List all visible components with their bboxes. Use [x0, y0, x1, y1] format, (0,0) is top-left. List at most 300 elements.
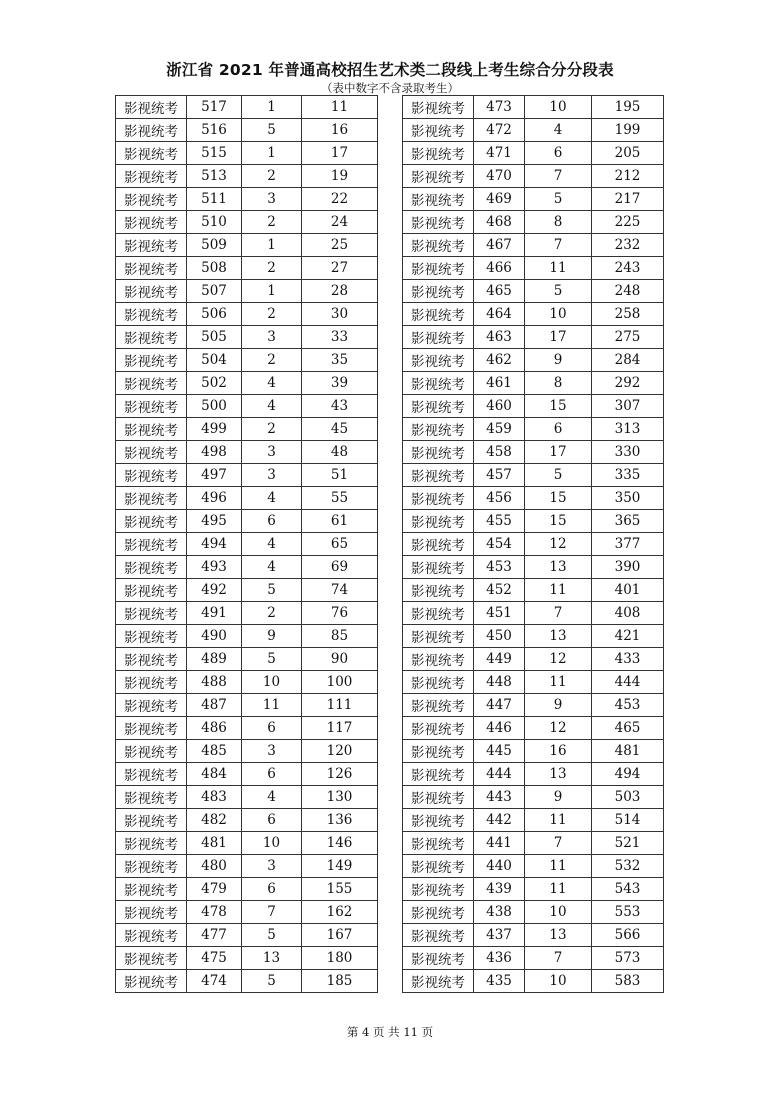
count-cell: 6 [525, 142, 592, 165]
count-cell: 3 [242, 464, 302, 487]
count-cell: 11 [525, 257, 592, 280]
score-cell: 446 [474, 717, 525, 740]
table-row [403, 602, 664, 625]
count-cell: 3 [242, 740, 302, 763]
table-row [403, 648, 664, 671]
table-row [116, 556, 378, 579]
cumulative-cell: 146 [302, 832, 378, 855]
category-cell: 影视统考 [116, 395, 187, 418]
cumulative-cell: 16 [302, 119, 378, 142]
count-cell: 7 [525, 602, 592, 625]
table-row [403, 579, 664, 602]
table-row [116, 418, 378, 441]
category-cell: 影视统考 [403, 556, 474, 579]
score-cell: 458 [474, 441, 525, 464]
score-cell: 451 [474, 602, 525, 625]
score-cell: 466 [474, 257, 525, 280]
table-row [403, 533, 664, 556]
cumulative-cell: 390 [592, 556, 664, 579]
table-row [116, 372, 378, 395]
table-row [116, 625, 378, 648]
page-subtitle: （表中数字不含录取考生） [321, 81, 459, 95]
category-cell: 影视统考 [116, 671, 187, 694]
category-cell: 影视统考 [116, 487, 187, 510]
category-cell: 影视统考 [116, 855, 187, 878]
category-cell: 影视统考 [403, 326, 474, 349]
count-cell: 1 [242, 142, 302, 165]
score-cell: 469 [474, 188, 525, 211]
cumulative-cell: 225 [592, 211, 664, 234]
table-row [403, 947, 664, 970]
cumulative-cell: 22 [302, 188, 378, 211]
count-cell: 10 [525, 901, 592, 924]
cumulative-cell: 401 [592, 579, 664, 602]
cumulative-cell: 232 [592, 234, 664, 257]
table-row [116, 878, 378, 901]
score-cell: 479 [187, 878, 242, 901]
score-cell: 499 [187, 418, 242, 441]
table-row [403, 188, 664, 211]
count-cell: 5 [242, 924, 302, 947]
table-row [403, 303, 664, 326]
score-cell: 474 [187, 970, 242, 993]
count-cell: 12 [525, 533, 592, 556]
count-cell: 6 [242, 878, 302, 901]
category-cell: 影视统考 [403, 119, 474, 142]
score-cell: 453 [474, 556, 525, 579]
score-cell: 482 [187, 809, 242, 832]
cumulative-cell: 17 [302, 142, 378, 165]
category-cell: 影视统考 [403, 740, 474, 763]
cumulative-cell: 433 [592, 648, 664, 671]
score-cell: 464 [474, 303, 525, 326]
score-cell: 472 [474, 119, 525, 142]
table-row [403, 96, 664, 119]
cumulative-cell: 120 [302, 740, 378, 763]
score-cell: 473 [474, 96, 525, 119]
score-cell: 463 [474, 326, 525, 349]
score-cell: 475 [187, 947, 242, 970]
cumulative-cell: 284 [592, 349, 664, 372]
category-cell: 影视统考 [116, 211, 187, 234]
score-cell: 455 [474, 510, 525, 533]
table-row [403, 234, 664, 257]
table-row [116, 441, 378, 464]
count-cell: 2 [242, 602, 302, 625]
score-cell: 489 [187, 648, 242, 671]
category-cell: 影视统考 [116, 234, 187, 257]
category-cell: 影视统考 [403, 832, 474, 855]
score-cell: 502 [187, 372, 242, 395]
category-cell: 影视统考 [116, 970, 187, 993]
cumulative-cell: 494 [592, 763, 664, 786]
category-cell: 影视统考 [403, 372, 474, 395]
count-cell: 3 [242, 441, 302, 464]
count-cell: 11 [525, 809, 592, 832]
count-cell: 5 [242, 579, 302, 602]
table-row [116, 142, 378, 165]
table-row [403, 878, 664, 901]
cumulative-cell: 149 [302, 855, 378, 878]
count-cell: 2 [242, 418, 302, 441]
table-row [403, 809, 664, 832]
score-cell: 467 [474, 234, 525, 257]
score-cell: 484 [187, 763, 242, 786]
category-cell: 影视统考 [116, 349, 187, 372]
count-cell: 13 [525, 924, 592, 947]
count-cell: 4 [242, 372, 302, 395]
cumulative-cell: 195 [592, 96, 664, 119]
cumulative-cell: 167 [302, 924, 378, 947]
count-cell: 11 [525, 671, 592, 694]
cumulative-cell: 205 [592, 142, 664, 165]
count-cell: 10 [242, 832, 302, 855]
cumulative-cell: 258 [592, 303, 664, 326]
table-row [116, 533, 378, 556]
table-row [403, 372, 664, 395]
count-cell: 7 [525, 234, 592, 257]
count-cell: 5 [242, 119, 302, 142]
table-row [403, 740, 664, 763]
category-cell: 影视统考 [116, 947, 187, 970]
category-cell: 影视统考 [403, 809, 474, 832]
count-cell: 3 [242, 326, 302, 349]
category-cell: 影视统考 [403, 441, 474, 464]
category-cell: 影视统考 [403, 855, 474, 878]
cumulative-cell: 126 [302, 763, 378, 786]
table-row [116, 901, 378, 924]
table-row [116, 671, 378, 694]
table-row [116, 188, 378, 211]
table-row [116, 809, 378, 832]
cumulative-cell: 444 [592, 671, 664, 694]
score-cell: 442 [474, 809, 525, 832]
count-cell: 6 [242, 510, 302, 533]
category-cell: 影视统考 [116, 901, 187, 924]
count-cell: 6 [242, 717, 302, 740]
cumulative-cell: 543 [592, 878, 664, 901]
category-cell: 影视统考 [403, 487, 474, 510]
score-cell: 460 [474, 395, 525, 418]
cumulative-cell: 377 [592, 533, 664, 556]
count-cell: 2 [242, 349, 302, 372]
score-cell: 457 [474, 464, 525, 487]
score-cell: 465 [474, 280, 525, 303]
cumulative-cell: 248 [592, 280, 664, 303]
cumulative-cell: 27 [302, 257, 378, 280]
cumulative-cell: 11 [302, 96, 378, 119]
score-cell: 511 [187, 188, 242, 211]
count-cell: 1 [242, 280, 302, 303]
cumulative-cell: 292 [592, 372, 664, 395]
table-row [403, 855, 664, 878]
score-cell: 441 [474, 832, 525, 855]
cumulative-cell: 130 [302, 786, 378, 809]
cumulative-cell: 408 [592, 602, 664, 625]
category-cell: 影视统考 [116, 280, 187, 303]
category-cell: 影视统考 [403, 165, 474, 188]
score-cell: 491 [187, 602, 242, 625]
count-cell: 2 [242, 211, 302, 234]
category-cell: 影视统考 [403, 96, 474, 119]
score-cell: 504 [187, 349, 242, 372]
table-row [116, 349, 378, 372]
category-cell: 影视统考 [116, 188, 187, 211]
category-cell: 影视统考 [403, 694, 474, 717]
table-row [403, 832, 664, 855]
table-row [116, 165, 378, 188]
category-cell: 影视统考 [116, 556, 187, 579]
count-cell: 5 [525, 188, 592, 211]
count-cell: 9 [242, 625, 302, 648]
count-cell: 5 [525, 280, 592, 303]
cumulative-cell: 553 [592, 901, 664, 924]
cumulative-cell: 243 [592, 257, 664, 280]
cumulative-cell: 573 [592, 947, 664, 970]
category-cell: 影视统考 [116, 579, 187, 602]
cumulative-cell: 55 [302, 487, 378, 510]
cumulative-cell: 85 [302, 625, 378, 648]
score-cell: 510 [187, 211, 242, 234]
category-cell: 影视统考 [403, 924, 474, 947]
count-cell: 17 [525, 441, 592, 464]
cumulative-cell: 19 [302, 165, 378, 188]
cumulative-cell: 503 [592, 786, 664, 809]
cumulative-cell: 421 [592, 625, 664, 648]
category-cell: 影视统考 [403, 901, 474, 924]
table-row [116, 303, 378, 326]
count-cell: 12 [525, 717, 592, 740]
count-cell: 8 [525, 372, 592, 395]
score-cell: 447 [474, 694, 525, 717]
score-cell: 487 [187, 694, 242, 717]
table-row [116, 648, 378, 671]
cumulative-cell: 61 [302, 510, 378, 533]
count-cell: 4 [242, 533, 302, 556]
category-cell: 影视统考 [403, 763, 474, 786]
table-row [403, 280, 664, 303]
category-cell: 影视统考 [116, 372, 187, 395]
category-cell: 影视统考 [403, 671, 474, 694]
category-cell: 影视统考 [116, 809, 187, 832]
category-cell: 影视统考 [403, 142, 474, 165]
cumulative-cell: 566 [592, 924, 664, 947]
score-cell: 494 [187, 533, 242, 556]
table-row [116, 924, 378, 947]
cumulative-cell: 39 [302, 372, 378, 395]
table-row [403, 763, 664, 786]
table-row [116, 740, 378, 763]
count-cell: 4 [242, 786, 302, 809]
count-cell: 7 [525, 947, 592, 970]
score-cell: 495 [187, 510, 242, 533]
score-cell: 449 [474, 648, 525, 671]
count-cell: 3 [242, 188, 302, 211]
category-cell: 影视统考 [116, 418, 187, 441]
category-cell: 影视统考 [116, 717, 187, 740]
cumulative-cell: 365 [592, 510, 664, 533]
table-row [116, 257, 378, 280]
table-row [403, 418, 664, 441]
cumulative-cell: 481 [592, 740, 664, 763]
page-title: 浙江省 2021 年普通高校招生艺术类二段线上考生综合分分段表 [166, 61, 614, 79]
cumulative-cell: 313 [592, 418, 664, 441]
table-row [403, 119, 664, 142]
table-row [403, 625, 664, 648]
cumulative-cell: 212 [592, 165, 664, 188]
count-cell: 9 [525, 786, 592, 809]
table-row [116, 510, 378, 533]
table-row [116, 487, 378, 510]
table-row [403, 717, 664, 740]
category-cell: 影视统考 [116, 510, 187, 533]
cumulative-cell: 48 [302, 441, 378, 464]
count-cell: 10 [242, 671, 302, 694]
count-cell: 13 [242, 947, 302, 970]
table-row [403, 395, 664, 418]
cumulative-cell: 583 [592, 970, 664, 993]
table-row [403, 211, 664, 234]
category-cell: 影视统考 [116, 257, 187, 280]
cumulative-cell: 275 [592, 326, 664, 349]
score-cell: 462 [474, 349, 525, 372]
table-row [116, 602, 378, 625]
cumulative-cell: 30 [302, 303, 378, 326]
category-cell: 影视统考 [403, 602, 474, 625]
count-cell: 11 [525, 878, 592, 901]
category-cell: 影视统考 [403, 234, 474, 257]
cumulative-cell: 33 [302, 326, 378, 349]
count-cell: 13 [525, 625, 592, 648]
category-cell: 影视统考 [116, 602, 187, 625]
count-cell: 4 [242, 556, 302, 579]
score-cell: 439 [474, 878, 525, 901]
table-row [403, 257, 664, 280]
category-cell: 影视统考 [403, 280, 474, 303]
category-cell: 影视统考 [116, 832, 187, 855]
category-cell: 影视统考 [116, 165, 187, 188]
cumulative-cell: 111 [302, 694, 378, 717]
score-cell: 445 [474, 740, 525, 763]
table-row [116, 211, 378, 234]
score-cell: 480 [187, 855, 242, 878]
table-row [116, 786, 378, 809]
category-cell: 影视统考 [403, 395, 474, 418]
score-cell: 436 [474, 947, 525, 970]
category-cell: 影视统考 [403, 717, 474, 740]
cumulative-cell: 28 [302, 280, 378, 303]
score-cell: 437 [474, 924, 525, 947]
table-row [403, 349, 664, 372]
category-cell: 影视统考 [403, 947, 474, 970]
score-cell: 470 [474, 165, 525, 188]
cumulative-cell: 74 [302, 579, 378, 602]
cumulative-cell: 217 [592, 188, 664, 211]
count-cell: 11 [242, 694, 302, 717]
category-cell: 影视统考 [116, 694, 187, 717]
count-cell: 12 [525, 648, 592, 671]
table-row [403, 441, 664, 464]
score-cell: 509 [187, 234, 242, 257]
cumulative-cell: 199 [592, 119, 664, 142]
table-row [403, 142, 664, 165]
table-row [116, 717, 378, 740]
score-cell: 496 [187, 487, 242, 510]
count-cell: 4 [242, 395, 302, 418]
cumulative-cell: 25 [302, 234, 378, 257]
score-cell: 498 [187, 441, 242, 464]
count-cell: 6 [242, 809, 302, 832]
cumulative-cell: 307 [592, 395, 664, 418]
cumulative-cell: 350 [592, 487, 664, 510]
table-row [116, 694, 378, 717]
score-cell: 452 [474, 579, 525, 602]
category-cell: 影视统考 [116, 625, 187, 648]
score-cell: 459 [474, 418, 525, 441]
score-cell: 517 [187, 96, 242, 119]
category-cell: 影视统考 [403, 418, 474, 441]
category-cell: 影视统考 [116, 326, 187, 349]
category-cell: 影视统考 [116, 648, 187, 671]
count-cell: 15 [525, 510, 592, 533]
cumulative-cell: 43 [302, 395, 378, 418]
category-cell: 影视统考 [116, 119, 187, 142]
score-cell: 435 [474, 970, 525, 993]
category-cell: 影视统考 [116, 740, 187, 763]
table-row [403, 510, 664, 533]
cumulative-cell: 532 [592, 855, 664, 878]
cumulative-cell: 162 [302, 901, 378, 924]
table-row [403, 464, 664, 487]
table-row [116, 96, 378, 119]
count-cell: 2 [242, 303, 302, 326]
count-cell: 6 [242, 763, 302, 786]
table-row [116, 763, 378, 786]
table-row [403, 326, 664, 349]
table-row [403, 924, 664, 947]
count-cell: 15 [525, 487, 592, 510]
table-row [403, 901, 664, 924]
score-cell: 448 [474, 671, 525, 694]
score-cell: 500 [187, 395, 242, 418]
cumulative-cell: 45 [302, 418, 378, 441]
cumulative-cell: 90 [302, 648, 378, 671]
score-cell: 461 [474, 372, 525, 395]
table-row [403, 487, 664, 510]
category-cell: 影视统考 [116, 96, 187, 119]
score-cell: 481 [187, 832, 242, 855]
count-cell: 9 [525, 349, 592, 372]
count-cell: 4 [525, 119, 592, 142]
table-row [403, 786, 664, 809]
score-cell: 477 [187, 924, 242, 947]
category-cell: 影视统考 [403, 464, 474, 487]
cumulative-cell: 117 [302, 717, 378, 740]
count-cell: 5 [242, 970, 302, 993]
score-cell: 454 [474, 533, 525, 556]
count-cell: 9 [525, 694, 592, 717]
category-cell: 影视统考 [403, 970, 474, 993]
category-cell: 影视统考 [116, 464, 187, 487]
count-cell: 8 [525, 211, 592, 234]
score-cell: 485 [187, 740, 242, 763]
table-row [116, 234, 378, 257]
category-cell: 影视统考 [403, 786, 474, 809]
cumulative-cell: 180 [302, 947, 378, 970]
cumulative-cell: 453 [592, 694, 664, 717]
score-cell: 515 [187, 142, 242, 165]
table-row [116, 464, 378, 487]
